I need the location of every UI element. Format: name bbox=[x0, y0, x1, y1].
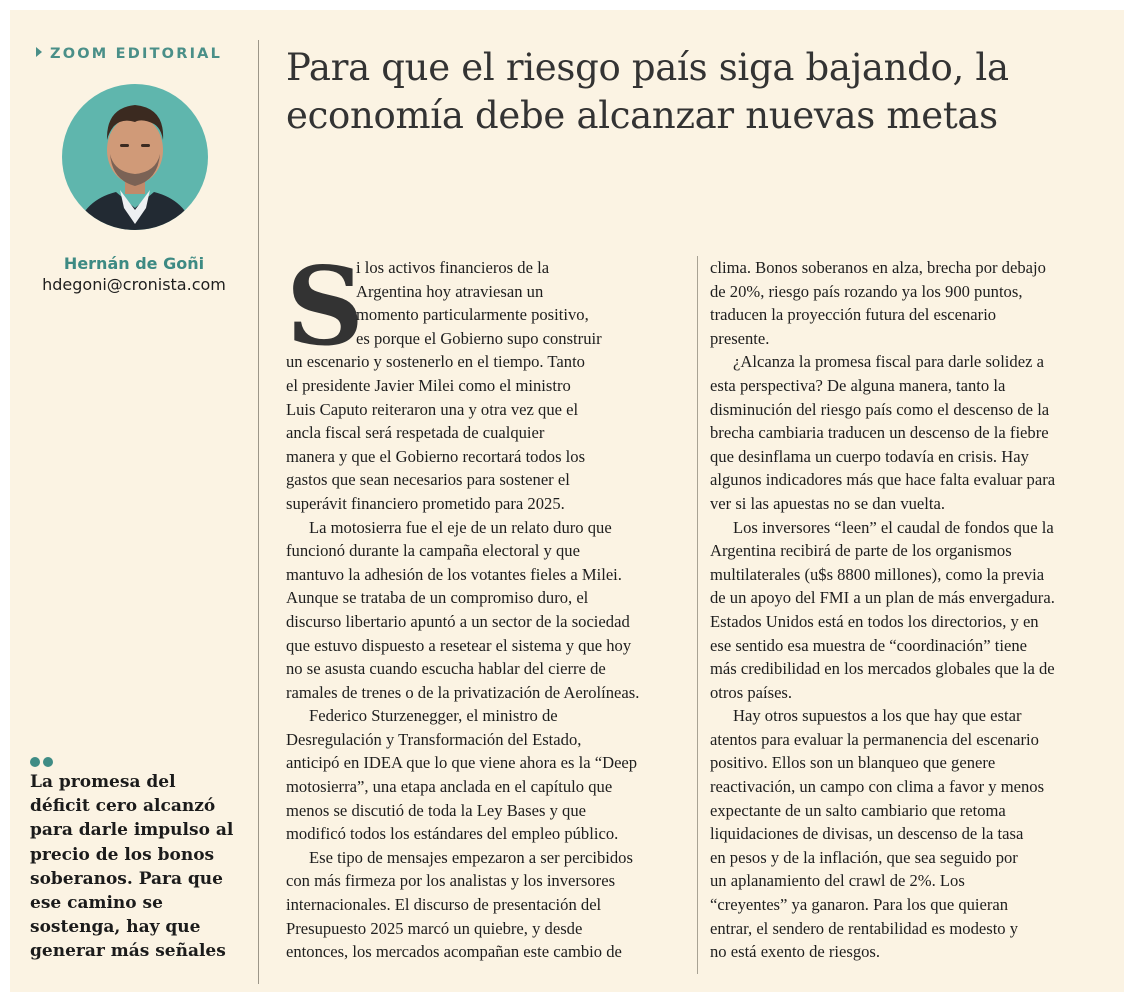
article-line: de un apoyo del FMI a un plan de más envergadura. bbox=[710, 588, 1055, 608]
article-line: atentos para evaluar la permanencia del escenario bbox=[710, 729, 1039, 749]
article-line: Hay otros supuestos a los que hay que estar bbox=[733, 706, 1022, 726]
pull-quote-line: precio de los bonos bbox=[30, 844, 215, 865]
article-line: más credibilidad en los mercados globales que la de bbox=[710, 659, 1055, 679]
triangle-bullet-icon bbox=[36, 47, 42, 57]
section-label bbox=[36, 46, 222, 62]
article-line: expectante de un salto cambiario que retoma bbox=[710, 800, 1006, 820]
pull-quote-line: generar más señales bbox=[30, 941, 226, 962]
drop-cap: S bbox=[286, 244, 364, 370]
pull-quote-line: ese camino se bbox=[30, 893, 163, 914]
newspaper-page bbox=[10, 10, 1124, 992]
author-name: Hernán de Goñi bbox=[63, 254, 205, 273]
article-line: Aunque se trataba de un compromiso duro, el bbox=[286, 588, 589, 608]
article-line: brecha cambiaria traducen un descenso de la fiebre bbox=[710, 423, 1049, 443]
column-divider bbox=[697, 256, 698, 974]
article-line: ramales de trenes o de la privatización de Aerolíneas. bbox=[286, 682, 640, 702]
article-line: un escenario y sostenerlo en el tiempo. Tanto bbox=[286, 352, 585, 372]
article-line: “creyentes” ya ganaron. Para los que quieran bbox=[710, 895, 1009, 915]
article-line: manera y que el Gobierno recortará todos los bbox=[286, 446, 586, 466]
article-line: Argentina recibirá de parte de los organismos bbox=[710, 541, 1012, 561]
article-line: Desregulación y Transformación del Estado, bbox=[286, 729, 582, 749]
article-line: Los inversores “leen” el caudal de fondos que la bbox=[733, 517, 1054, 537]
article-line: un aplanamiento del crawl de 2%. Los bbox=[710, 871, 965, 891]
author-portrait-icon bbox=[62, 84, 208, 230]
article-line: Ese tipo de mensajes empezaron a ser percibidos bbox=[309, 847, 633, 867]
headline bbox=[286, 44, 1116, 140]
author-photo bbox=[62, 84, 208, 230]
headline-line: Para que el riesgo país siga bajando, la bbox=[286, 46, 1009, 89]
article-line: que estuvo dispuesto a resetear el sistema y que hoy bbox=[286, 635, 632, 655]
article-line: de 20%, riesgo país rozando ya los 900 puntos, bbox=[710, 281, 1023, 301]
headline-line: economía debe alcanzar nuevas metas bbox=[286, 94, 998, 137]
pull-quote-line: para darle impulso al bbox=[30, 820, 234, 841]
article-line: multilaterales (u$s 8800 millones), como la previa bbox=[710, 564, 1045, 584]
article-line: i los activos financieros de la bbox=[356, 258, 550, 277]
article-line: ¿Alcanza la promesa fiscal para darle solidez a bbox=[733, 352, 1044, 372]
article-line: el presidente Javier Milei como el ministro bbox=[286, 375, 571, 395]
article-line: positivo. Ellos son un blanqueo que genere bbox=[710, 753, 996, 773]
article-line: Federico Sturzenegger, el ministro de bbox=[309, 706, 558, 726]
article-line: Presupuesto 2025 marcó un quiebre, y desde bbox=[286, 918, 583, 938]
article-line: que desinflama un cuerpo todavía en crisis. Hay bbox=[710, 446, 1029, 466]
article-line: anticipó en IDEA que lo que viene ahora es la “Deep bbox=[286, 753, 638, 773]
article-line: Luis Caputo reiteraron una y otra vez que el bbox=[286, 399, 579, 419]
article-column-1 bbox=[286, 244, 686, 964]
article-line: motosierra”, una etapa anclada en el capítulo que bbox=[286, 777, 613, 797]
pull-quote-line: La promesa del bbox=[30, 772, 176, 792]
article-line: con más firmeza por los analistas y los inversores bbox=[286, 871, 616, 891]
article-line: Argentina hoy atraviesan un bbox=[356, 281, 544, 301]
article-line: en pesos y de la inflación, que sea seguido por bbox=[710, 847, 1018, 867]
pull-quote-line: déficit cero alcanzó bbox=[30, 796, 216, 817]
article-line: esta perspectiva? De alguna manera, tanto la bbox=[710, 375, 1006, 395]
article-line: es porque el Gobierno supo construir bbox=[356, 328, 602, 348]
article-line: traducen la proyección futura del escenario bbox=[710, 305, 997, 325]
article-line: clima. Bonos soberanos en alza, brecha por debajo bbox=[710, 258, 1046, 277]
article-line: no está exento de riesgos. bbox=[710, 942, 881, 962]
article-line: mantuvo la adhesión de los votantes fieles a Milei. bbox=[286, 564, 622, 584]
section-label-text: ZOOM EDITORIAL bbox=[50, 46, 223, 62]
article-line: algunos indicadores más que hace falta evaluar para bbox=[710, 470, 1056, 490]
article-line: reactivación, un campo con clima a favor y menos bbox=[710, 777, 1045, 797]
article-line: gastos que sean necesarios para sostener el bbox=[286, 470, 570, 490]
pull-quote-line: sostenga, hay que bbox=[30, 917, 201, 938]
sidebar-divider bbox=[258, 40, 259, 984]
article-line: ver si las apuestas no se dan vuelta. bbox=[710, 493, 946, 513]
article-line: presente. bbox=[710, 328, 770, 348]
article-line: otros países. bbox=[710, 682, 793, 702]
article-line: liquidaciones de divisas, un descenso de la tasa bbox=[710, 824, 1024, 844]
article-line: internacionales. El discurso de presentación del bbox=[286, 895, 602, 915]
pull-quote bbox=[30, 770, 256, 964]
pull-quote-line: soberanos. Para que bbox=[30, 868, 223, 889]
article-line: modificó todos los estándares del empleo público. bbox=[286, 824, 619, 844]
article-line: Estados Unidos está en todos los directorios, y en bbox=[710, 611, 1039, 631]
sidebar bbox=[10, 10, 258, 992]
article-line: no se asusta cuando escucha hablar del cierre de bbox=[286, 659, 606, 679]
article-line: La motosierra fue el eje de un relato duro que bbox=[309, 517, 612, 537]
article-line: entonces, los mercados acompañan este cambio de bbox=[286, 942, 622, 962]
article-column-2 bbox=[710, 256, 1110, 964]
article-line: ese sentido esa muestra de “coordinación” tiene bbox=[710, 635, 1027, 655]
article-line: ancla fiscal será respetada de cualquier bbox=[286, 423, 545, 443]
author-email: hdegoni@cronista.com bbox=[42, 275, 226, 294]
article-line: disminución del riesgo país como el descenso de la bbox=[710, 399, 1050, 419]
article-line: entrar, el sendero de rentabilidad es modesto y bbox=[710, 918, 1019, 938]
article-line: momento particularmente positivo, bbox=[356, 305, 589, 325]
article-line: superávit financiero prometido para 2025. bbox=[286, 493, 565, 513]
article-line: menos se discutió de toda la Ley Bases y que bbox=[286, 800, 587, 820]
article-line: discurso libertario apuntó a un sector de la sociedad bbox=[286, 611, 630, 631]
article-line: funcionó durante la campaña electoral y que bbox=[286, 541, 580, 561]
